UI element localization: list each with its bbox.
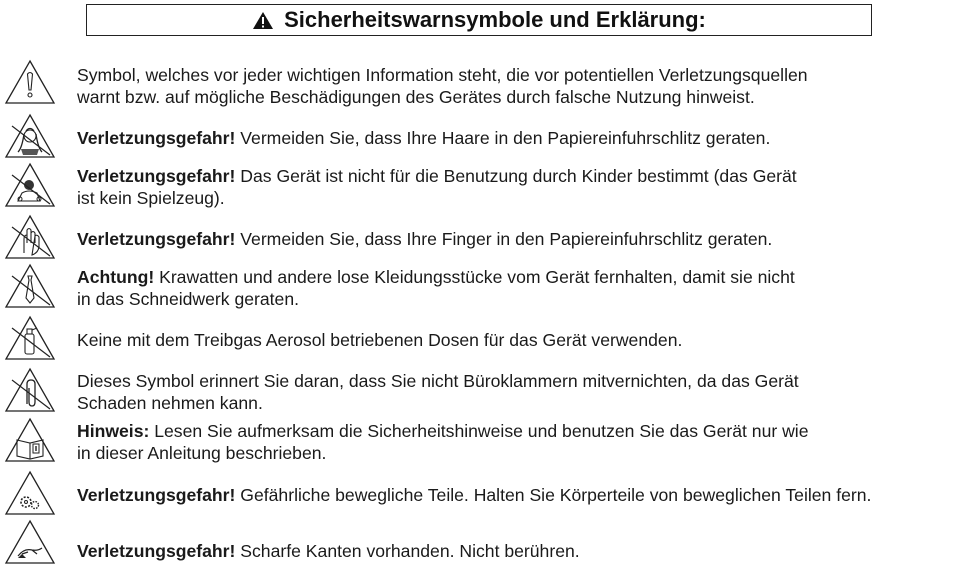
warning-triangle-icon xyxy=(252,11,274,30)
warning-label: Verletzungsgefahr! xyxy=(77,229,236,249)
moving-parts-icon xyxy=(4,469,56,517)
warning-label: Verletzungsgefahr! xyxy=(77,485,236,505)
warning-label: Verletzungsgefahr! xyxy=(77,128,236,148)
item-text: Verletzungsgefahr! Das Gerät ist nicht für die Benutzung durch Kinder bestimmt (das Gerät ist kein Spielzeug). xyxy=(77,166,797,208)
item-text: Dieses Symbol erinnert Sie daran, dass Sie nicht Büroklammern mitvernichten, da das Gerät Schaden nehmen kann. xyxy=(77,371,799,413)
item-text: Hinweis: Lesen Sie aufmerksam die Sicherheitshinweise und benutzen Sie das Gerät nur wie in dieser Anleitung beschrieben. xyxy=(77,421,809,463)
item-text: Achtung! Krawatten und andere lose Kleidungsstücke vom Gerät fernhalten, damit sie nicht in das Schneidwerk geraten. xyxy=(77,267,795,309)
item-text: Verletzungsgefahr! Vermeiden Sie, dass Ihre Finger in den Papiereinfuhrschlitz geraten. xyxy=(77,229,773,249)
no-paperclip-icon xyxy=(4,366,56,414)
sharp-edges-icon xyxy=(4,518,56,566)
page-title: Sicherheitswarnsymbole und Erklärung: xyxy=(284,7,706,32)
no-hair-icon xyxy=(4,112,56,160)
exclamation-triangle-icon xyxy=(4,58,56,106)
item-text: Verletzungsgefahr! Gefährliche bewegliche Teile. Halten Sie Körperteile von beweglichen Teilen fern. xyxy=(77,485,872,505)
note-label: Hinweis: xyxy=(77,421,150,441)
no-children-icon xyxy=(4,161,56,209)
no-tie-icon xyxy=(4,262,56,310)
warning-label: Verletzungsgefahr! xyxy=(77,166,236,186)
no-aerosol-icon xyxy=(4,314,56,362)
no-fingers-icon xyxy=(4,213,56,261)
item-text: Symbol, welches vor jeder wichtigen Information steht, die vor potentiellen Verletzungsquellen warnt bzw. auf mögliche Beschädigungen des Gerätes durch falsche Nutzung hinweist. xyxy=(77,65,808,107)
title-box xyxy=(86,4,872,36)
read-manual-icon xyxy=(4,416,56,464)
warning-label: Verletzungsgefahr! xyxy=(77,541,236,561)
item-text: Verletzungsgefahr! Vermeiden Sie, dass Ihre Haare in den Papiereinfuhrschlitz geraten. xyxy=(77,128,771,148)
warning-label: Achtung! xyxy=(77,267,155,287)
item-text: Keine mit dem Treibgas Aerosol betriebenen Dosen für das Gerät verwenden. xyxy=(77,330,683,350)
item-text: Verletzungsgefahr! Scharfe Kanten vorhanden. Nicht berühren. xyxy=(77,541,580,561)
